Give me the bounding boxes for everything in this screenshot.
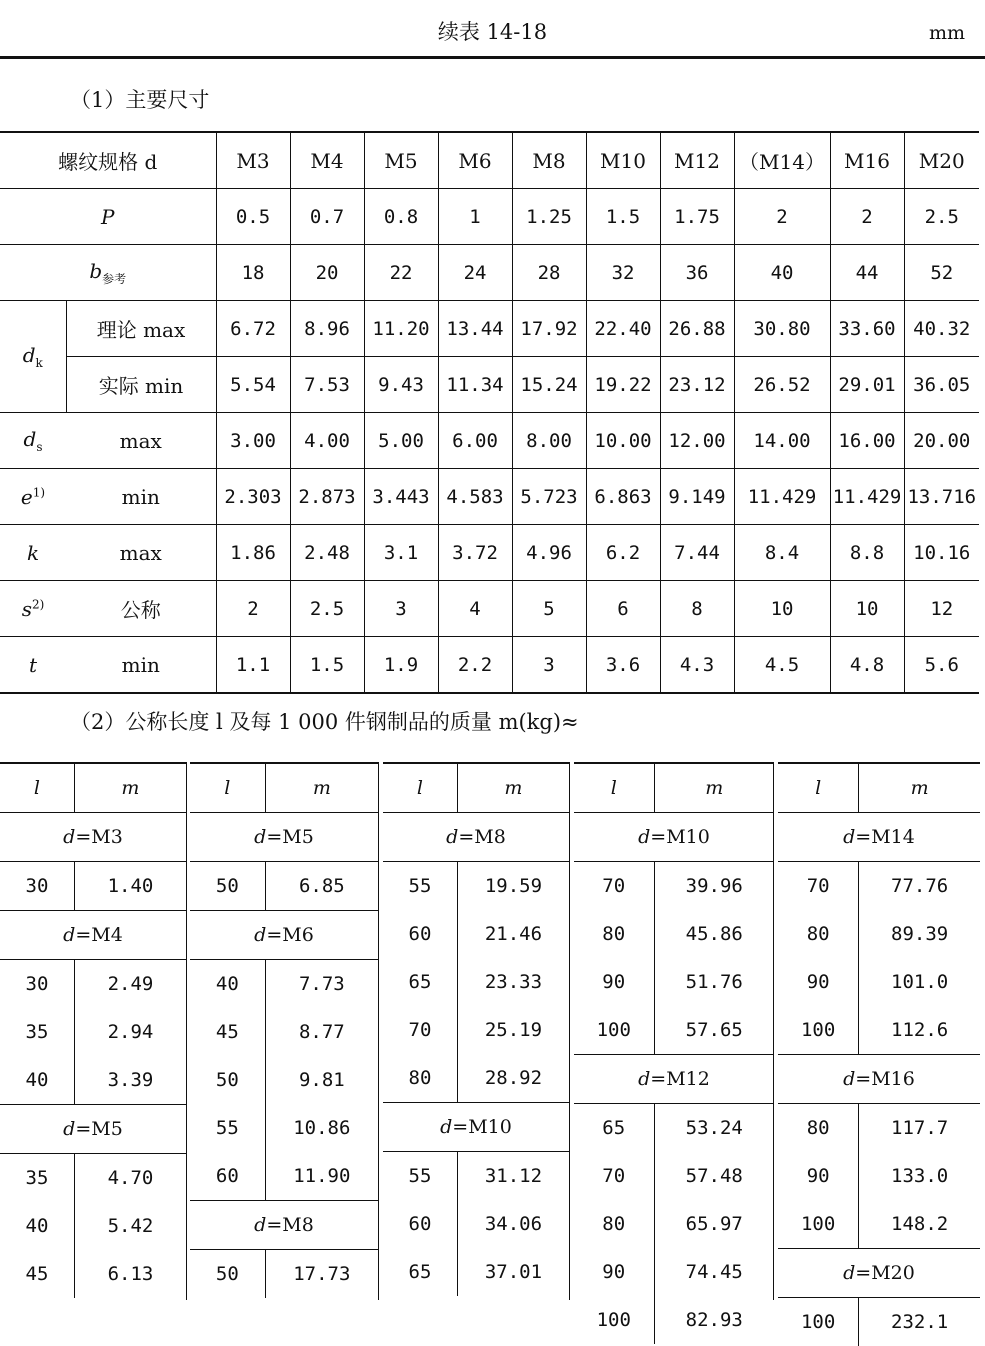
- length-cell: 55: [383, 862, 457, 911]
- value-cell: 1.5: [586, 189, 660, 245]
- length-cell: 60: [383, 1200, 457, 1248]
- value-cell: 40: [734, 245, 830, 301]
- spec-cell: M3: [216, 132, 290, 189]
- row-symbol: t: [0, 637, 66, 694]
- table-row: [190, 862, 378, 911]
- length-cell: 80: [574, 1200, 654, 1248]
- mass-cell: 23.33: [457, 958, 569, 1006]
- table-row: [574, 1152, 774, 1200]
- value-cell: 20: [290, 245, 364, 301]
- value-cell: 4.3: [660, 637, 734, 694]
- value-cell: 3.72: [438, 525, 512, 581]
- value-cell: 30.80: [734, 301, 830, 357]
- spec-cell: （M14）: [734, 132, 830, 189]
- length-cell: 100: [778, 1200, 859, 1249]
- main-dimensions-table: [0, 131, 979, 694]
- diameter-section: [574, 813, 774, 862]
- diameter-section: [574, 1055, 774, 1104]
- value-cell: 6.2: [586, 525, 660, 581]
- length-cell: 90: [574, 1248, 654, 1296]
- length-cell: 70: [383, 1006, 457, 1054]
- length-cell: 65: [383, 1248, 457, 1296]
- mass-cell: 2.49: [74, 960, 186, 1009]
- row-dk-min: [0, 357, 979, 413]
- diameter-section: [0, 911, 186, 960]
- header-rule: [0, 56, 985, 59]
- spec-cell: M20: [904, 132, 979, 189]
- table-row: [574, 1006, 774, 1055]
- mass-group: [383, 762, 569, 1296]
- diameter-label: d=M16: [778, 1055, 980, 1104]
- value-cell: 10.00: [586, 413, 660, 469]
- value-cell: 11.20: [364, 301, 438, 357]
- table-row: [383, 1200, 569, 1248]
- value-cell: 4.5: [734, 637, 830, 694]
- table-row: [574, 1296, 774, 1344]
- mass-cell: 133.0: [859, 1152, 980, 1200]
- row-t: [0, 637, 979, 694]
- header-l: l: [0, 763, 74, 813]
- length-cell: 60: [383, 910, 457, 958]
- value-cell: 18: [216, 245, 290, 301]
- mass-cell: 2.94: [74, 1008, 186, 1056]
- table-row: [0, 1056, 186, 1105]
- table-row: [383, 1054, 569, 1103]
- section-title-mass: （2）公称长度 l 及每 1 000 件钢制品的质量 m(kg)≈: [70, 706, 579, 736]
- table-row: [0, 1008, 186, 1056]
- diameter-section: [190, 911, 378, 960]
- value-cell: 5.6: [904, 637, 979, 694]
- value-cell: 2.5: [290, 581, 364, 637]
- spec-cell: M16: [830, 132, 904, 189]
- table-row: [190, 1056, 378, 1104]
- mass-cell: 65.97: [654, 1200, 774, 1248]
- value-cell: 6.72: [216, 301, 290, 357]
- value-cell: 3: [512, 637, 586, 694]
- value-cell: 11.429: [734, 469, 830, 525]
- row-symbol: k: [0, 525, 66, 581]
- length-cell: 55: [190, 1104, 265, 1152]
- diameter-label: d=M8: [190, 1201, 378, 1250]
- value-cell: 10.16: [904, 525, 979, 581]
- spec-cell: M12: [660, 132, 734, 189]
- mass-cell: 89.39: [859, 910, 980, 958]
- row-b: [0, 245, 979, 301]
- value-cell: 28: [512, 245, 586, 301]
- row-e: [0, 469, 979, 525]
- diameter-label: d=M12: [574, 1055, 774, 1104]
- length-cell: 60: [190, 1152, 265, 1201]
- row-dk-max: [0, 301, 979, 357]
- value-cell: 1.5: [290, 637, 364, 694]
- value-cell: 22.40: [586, 301, 660, 357]
- length-cell: 40: [0, 1202, 74, 1250]
- value-cell: 5: [512, 581, 586, 637]
- value-cell: 9.43: [364, 357, 438, 413]
- mass-cell: 34.06: [457, 1200, 569, 1248]
- mass-cell: 117.7: [859, 1104, 980, 1153]
- value-cell: 3: [364, 581, 438, 637]
- value-cell: 9.149: [660, 469, 734, 525]
- length-cell: 70: [574, 1152, 654, 1200]
- table-row: [190, 1152, 378, 1201]
- spec-cell: M4: [290, 132, 364, 189]
- unit-label: mm: [929, 22, 965, 44]
- mass-cell: 6.85: [265, 862, 378, 911]
- length-cell: 100: [778, 1298, 859, 1346]
- diameter-label: d=M10: [383, 1103, 569, 1152]
- diameter-section: [778, 1249, 980, 1298]
- value-cell: 12.00: [660, 413, 734, 469]
- value-cell: 36.05: [904, 357, 979, 413]
- diameter-label: d=M10: [574, 813, 774, 862]
- table-row: [383, 958, 569, 1006]
- spec-cell: M10: [586, 132, 660, 189]
- length-cell: 50: [190, 862, 265, 911]
- value-cell: 2: [830, 189, 904, 245]
- length-cell: 80: [383, 1054, 457, 1103]
- mass-cell: 5.42: [74, 1202, 186, 1250]
- row-k: [0, 525, 979, 581]
- value-cell: 2.303: [216, 469, 290, 525]
- value-cell: 22: [364, 245, 438, 301]
- table-row: [0, 1202, 186, 1250]
- diameter-section: [778, 813, 980, 862]
- mass-cell: 6.13: [74, 1250, 186, 1298]
- mass-cell: 11.90: [265, 1152, 378, 1201]
- mass-cell: 232.1: [859, 1298, 980, 1346]
- value-cell: 3.1: [364, 525, 438, 581]
- diameter-label: d=M8: [383, 813, 569, 862]
- table-row: [383, 1006, 569, 1054]
- length-cell: 65: [383, 958, 457, 1006]
- length-cell: 50: [190, 1056, 265, 1104]
- length-cell: 50: [190, 1250, 265, 1299]
- length-cell: 90: [778, 958, 859, 1006]
- length-cell: 80: [574, 910, 654, 958]
- header-l: l: [574, 763, 654, 813]
- length-cell: 90: [778, 1152, 859, 1200]
- table-row: [778, 1152, 980, 1200]
- value-cell: 26.88: [660, 301, 734, 357]
- value-cell: 8: [660, 581, 734, 637]
- value-cell: 14.00: [734, 413, 830, 469]
- table-row: [574, 1248, 774, 1296]
- mass-cell: 57.65: [654, 1006, 774, 1055]
- row-spec: [0, 132, 979, 189]
- value-cell: 13.44: [438, 301, 512, 357]
- diameter-section: [190, 1201, 378, 1250]
- mass-cell: 1.40: [74, 862, 186, 911]
- header-m: m: [457, 763, 569, 813]
- value-cell: 13.716: [904, 469, 979, 525]
- row-symbol: $e^{1)}$: [0, 469, 66, 525]
- table-row: [190, 960, 378, 1009]
- table-row: [383, 1248, 569, 1296]
- value-cell: 12: [904, 581, 979, 637]
- mass-cell: 53.24: [654, 1104, 774, 1153]
- length-cell: 35: [0, 1008, 74, 1056]
- table-row: [0, 1154, 186, 1203]
- diameter-label: d=M20: [778, 1249, 980, 1298]
- mass-cell: 148.2: [859, 1200, 980, 1249]
- value-cell: 26.52: [734, 357, 830, 413]
- row-label: max: [66, 413, 216, 469]
- length-cell: 30: [0, 862, 74, 911]
- mass-cell: 4.70: [74, 1154, 186, 1203]
- diameter-label: d=M5: [190, 813, 378, 862]
- value-cell: 7.44: [660, 525, 734, 581]
- table-row: [190, 1250, 378, 1299]
- value-cell: 52: [904, 245, 979, 301]
- value-cell: 3.443: [364, 469, 438, 525]
- value-cell: 5.54: [216, 357, 290, 413]
- diameter-section: [0, 1105, 186, 1154]
- mass-cell: 57.48: [654, 1152, 774, 1200]
- value-cell: 6: [586, 581, 660, 637]
- value-cell: 8.8: [830, 525, 904, 581]
- group-header: [190, 763, 378, 813]
- header-m: m: [859, 763, 980, 813]
- value-cell: 4.96: [512, 525, 586, 581]
- table-row: [778, 910, 980, 958]
- mass-cell: 28.92: [457, 1054, 569, 1103]
- diameter-section: [383, 1103, 569, 1152]
- header-m: m: [654, 763, 774, 813]
- length-cell: 70: [778, 862, 859, 911]
- value-cell: 6.00: [438, 413, 512, 469]
- mass-cell: 112.6: [859, 1006, 980, 1055]
- diameter-label: d=M5: [0, 1105, 186, 1154]
- table-row: [778, 862, 980, 911]
- value-cell: 2: [216, 581, 290, 637]
- value-cell: 11.429: [830, 469, 904, 525]
- mass-cell: 25.19: [457, 1006, 569, 1054]
- diameter-section: [383, 813, 569, 862]
- mass-group: [778, 762, 980, 1346]
- dk-group-label: $d_k$: [0, 301, 66, 413]
- value-cell: 29.01: [830, 357, 904, 413]
- header-l: l: [778, 763, 859, 813]
- value-cell: 32: [586, 245, 660, 301]
- value-cell: 0.8: [364, 189, 438, 245]
- value-cell: 2.873: [290, 469, 364, 525]
- row-s: [0, 581, 979, 637]
- value-cell: 6.863: [586, 469, 660, 525]
- table-row: [574, 958, 774, 1006]
- row-label: min: [66, 637, 216, 694]
- group-divider: [186, 762, 187, 1300]
- diameter-label: d=M4: [0, 911, 186, 960]
- mass-cell: 39.96: [654, 862, 774, 911]
- value-cell: 1.86: [216, 525, 290, 581]
- value-cell: 24: [438, 245, 512, 301]
- value-cell: 1.25: [512, 189, 586, 245]
- row-label: min: [66, 469, 216, 525]
- diameter-label: d=M14: [778, 813, 980, 862]
- table-row: [383, 1152, 569, 1201]
- mass-cell: 74.45: [654, 1248, 774, 1296]
- value-cell: 8.00: [512, 413, 586, 469]
- table-row: [574, 1104, 774, 1153]
- value-cell: 8.4: [734, 525, 830, 581]
- group-header: [574, 763, 774, 813]
- row-label: $b_{参考}$: [0, 245, 216, 301]
- table-row: [0, 862, 186, 911]
- table-row: [778, 1006, 980, 1055]
- header-m: m: [74, 763, 186, 813]
- group-divider: [569, 762, 570, 1300]
- mass-cell: 21.46: [457, 910, 569, 958]
- value-cell: 40.32: [904, 301, 979, 357]
- length-cell: 40: [0, 1056, 74, 1105]
- value-cell: 36: [660, 245, 734, 301]
- header-l: l: [190, 763, 265, 813]
- length-cell: 90: [574, 958, 654, 1006]
- length-cell: 35: [0, 1154, 74, 1203]
- value-cell: 0.7: [290, 189, 364, 245]
- value-cell: 3.00: [216, 413, 290, 469]
- length-cell: 65: [574, 1104, 654, 1153]
- value-cell: 10: [734, 581, 830, 637]
- header-l: l: [383, 763, 457, 813]
- table-row: [383, 862, 569, 911]
- length-cell: 45: [190, 1008, 265, 1056]
- value-cell: 10: [830, 581, 904, 637]
- table-row: [778, 1200, 980, 1249]
- value-cell: 15.24: [512, 357, 586, 413]
- mass-cell: 9.81: [265, 1056, 378, 1104]
- length-cell: 80: [778, 1104, 859, 1153]
- row-symbol: $d_s$: [0, 413, 66, 469]
- mass-group: [574, 762, 774, 1344]
- length-cell: 70: [574, 862, 654, 911]
- length-cell: 40: [190, 960, 265, 1009]
- mass-cell: 7.73: [265, 960, 378, 1009]
- value-cell: 5.723: [512, 469, 586, 525]
- value-cell: 2.48: [290, 525, 364, 581]
- value-cell: 4: [438, 581, 512, 637]
- length-cell: 100: [574, 1296, 654, 1344]
- row-label: P: [0, 189, 216, 245]
- value-cell: 1: [438, 189, 512, 245]
- mass-cell: 17.73: [265, 1250, 378, 1299]
- mass-cell: 31.12: [457, 1152, 569, 1201]
- table-row: [778, 958, 980, 1006]
- length-cell: 100: [574, 1006, 654, 1055]
- row-label: 公称: [66, 581, 216, 637]
- length-cell: 55: [383, 1152, 457, 1201]
- row-symbol: $s^{2)}$: [0, 581, 66, 637]
- value-cell: 44: [830, 245, 904, 301]
- table-row: [383, 910, 569, 958]
- value-cell: 7.53: [290, 357, 364, 413]
- value-cell: 1.1: [216, 637, 290, 694]
- value-cell: 3.6: [586, 637, 660, 694]
- value-cell: 0.5: [216, 189, 290, 245]
- table-row: [190, 1008, 378, 1056]
- row-label: max: [66, 525, 216, 581]
- diameter-label: d=M6: [190, 911, 378, 960]
- spec-label: 螺纹规格 d: [0, 132, 216, 189]
- length-cell: 45: [0, 1250, 74, 1298]
- diameter-section: [778, 1055, 980, 1104]
- value-cell: 11.34: [438, 357, 512, 413]
- spec-cell: M6: [438, 132, 512, 189]
- mass-cell: 101.0: [859, 958, 980, 1006]
- diameter-section: [190, 813, 378, 862]
- mass-cell: 10.86: [265, 1104, 378, 1152]
- value-cell: 23.12: [660, 357, 734, 413]
- mass-cell: 77.76: [859, 862, 980, 911]
- value-cell: 17.92: [512, 301, 586, 357]
- header-m: m: [265, 763, 378, 813]
- spec-cell: M8: [512, 132, 586, 189]
- value-cell: 2.5: [904, 189, 979, 245]
- mass-cell: 82.93: [654, 1296, 774, 1344]
- mass-cell: 8.77: [265, 1008, 378, 1056]
- value-cell: 16.00: [830, 413, 904, 469]
- value-cell: 4.583: [438, 469, 512, 525]
- row-label: 理论 max: [66, 301, 216, 357]
- length-cell: 30: [0, 960, 74, 1009]
- spec-cell: M5: [364, 132, 438, 189]
- table-row: [574, 1200, 774, 1248]
- diameter-label: d=M3: [0, 813, 186, 862]
- value-cell: 5.00: [364, 413, 438, 469]
- row-label: 实际 min: [66, 357, 216, 413]
- mass-cell: 37.01: [457, 1248, 569, 1296]
- mass-cell: 51.76: [654, 958, 774, 1006]
- value-cell: 20.00: [904, 413, 979, 469]
- value-cell: 19.22: [586, 357, 660, 413]
- group-header: [383, 763, 569, 813]
- table-row: [778, 1104, 980, 1153]
- value-cell: 2.2: [438, 637, 512, 694]
- table-row: [0, 960, 186, 1009]
- value-cell: 1.75: [660, 189, 734, 245]
- section-title-dimensions: （1）主要尺寸: [70, 84, 209, 114]
- group-divider: [378, 762, 379, 1300]
- row-ds: [0, 413, 979, 469]
- mass-cell: 45.86: [654, 910, 774, 958]
- value-cell: 8.96: [290, 301, 364, 357]
- mass-cell: 3.39: [74, 1056, 186, 1105]
- length-cell: 80: [778, 910, 859, 958]
- value-cell: 4.00: [290, 413, 364, 469]
- length-cell: 100: [778, 1006, 859, 1055]
- mass-group: [190, 762, 378, 1298]
- group-divider: [773, 762, 774, 1300]
- value-cell: 33.60: [830, 301, 904, 357]
- page-title: 续表 14-18: [0, 16, 985, 46]
- table-row: [574, 910, 774, 958]
- mass-cell: 19.59: [457, 862, 569, 911]
- table-row: [190, 1104, 378, 1152]
- group-header: [0, 763, 186, 813]
- table-row: [778, 1298, 980, 1346]
- row-P: [0, 189, 979, 245]
- value-cell: 2: [734, 189, 830, 245]
- table-row: [0, 1250, 186, 1298]
- mass-group: [0, 762, 186, 1298]
- value-cell: 1.9: [364, 637, 438, 694]
- group-header: [778, 763, 980, 813]
- value-cell: 4.8: [830, 637, 904, 694]
- table-row: [574, 862, 774, 911]
- diameter-section: [0, 813, 186, 862]
